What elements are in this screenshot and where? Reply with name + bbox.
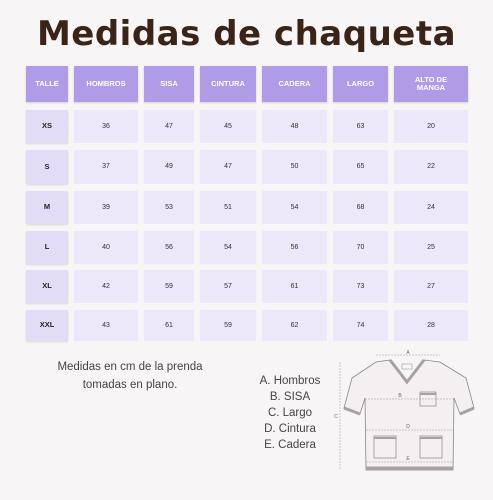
header-hombros: HOMBROS [74, 66, 138, 102]
table-cell: 54 [200, 231, 256, 264]
table-cell: 20 [394, 110, 468, 143]
jacket-outline [344, 360, 474, 470]
table-cell: 61 [262, 270, 327, 303]
legend-item-cadera: E. Cadera [264, 439, 316, 451]
table-cell: 42 [74, 270, 138, 303]
table-cell: 36 [74, 110, 138, 143]
table-cell: 39 [74, 191, 138, 224]
table-cell: 74 [333, 310, 388, 341]
note-line-2: tomadas en plano. [82, 379, 178, 391]
table-cell: 45 [200, 110, 256, 143]
table-cell: 24 [394, 191, 468, 224]
table-cell: 56 [144, 231, 194, 264]
table-cell: 73 [333, 270, 388, 303]
table-cell-size: XXL [26, 310, 68, 341]
table-cell: 68 [333, 191, 388, 224]
measurement-legend [240, 373, 340, 453]
table-cell-size: M [26, 191, 68, 224]
legend-item-hombros: A. Hombros [259, 375, 321, 387]
table-cell: 47 [200, 150, 256, 184]
header-cadera: CADERA [262, 66, 327, 102]
legend-item-sisa: B. SISA [269, 391, 311, 403]
diagram-label-d: D [406, 424, 410, 430]
table-cell-size: L [26, 231, 68, 264]
page-title: Medidas de chaqueta [36, 14, 457, 54]
table-cell: 27 [394, 270, 468, 303]
table-cell: 48 [262, 110, 327, 143]
table-cell: 47 [144, 110, 194, 143]
table-cell: 49 [144, 150, 194, 184]
table-cell: 61 [144, 310, 194, 341]
header-sisa: SISA [144, 66, 194, 102]
table-cell: 40 [74, 231, 138, 264]
table-cell: 43 [74, 310, 138, 341]
note-line-1: Medidas en cm de la prenda [57, 361, 203, 373]
table-cell: 57 [200, 270, 256, 303]
diagram-label-b: B [398, 393, 402, 399]
header-largo: LARGO [333, 66, 388, 102]
table-cell: 53 [144, 191, 194, 224]
table-cell: 54 [262, 191, 327, 224]
diagram-label-a: A [406, 350, 410, 356]
table-cell-size: S [26, 150, 68, 184]
diagram-label-e: E [406, 456, 410, 462]
table-cell: 63 [333, 110, 388, 143]
table-cell: 25 [394, 231, 468, 264]
table-cell: 22 [394, 150, 468, 184]
table-cell: 56 [262, 231, 327, 264]
size-table [26, 66, 468, 341]
legend-item-largo: C. Largo [267, 407, 313, 419]
header-talle: TALLE [26, 66, 68, 102]
table-cell: 59 [144, 270, 194, 303]
label-tag [402, 364, 412, 369]
table-cell: 65 [333, 150, 388, 184]
measurement-note [30, 358, 230, 394]
table-cell: 50 [262, 150, 327, 184]
table-cell: 28 [394, 310, 468, 341]
jacket-diagram [332, 350, 482, 480]
table-cell: 70 [333, 231, 388, 264]
header-alto-de-manga: ALTO DE MANGA [394, 66, 468, 102]
table-cell-size: XL [26, 270, 68, 303]
header-cintura: CINTURA [200, 66, 256, 102]
table-cell: 51 [200, 191, 256, 224]
table-cell-size: XS [26, 110, 68, 143]
diagram-label-c: C [334, 414, 338, 420]
table-cell: 59 [200, 310, 256, 341]
legend-item-cintura: D. Cintura [264, 423, 316, 435]
table-cell: 62 [262, 310, 327, 341]
table-cell: 37 [74, 150, 138, 184]
